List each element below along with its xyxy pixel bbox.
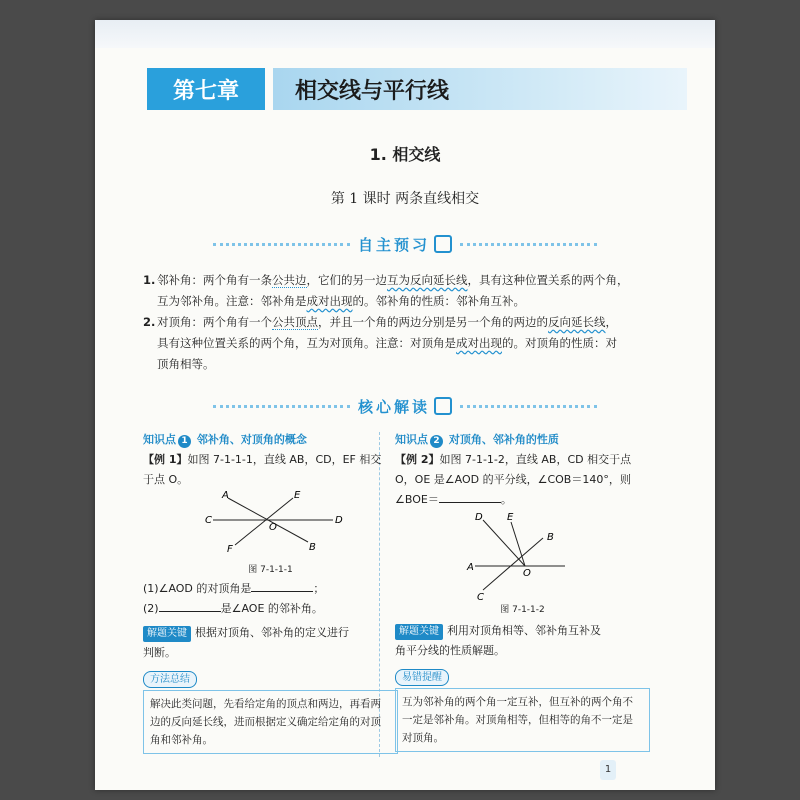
textbook-page xyxy=(95,20,715,790)
key-tag: 解题关键 xyxy=(395,624,443,640)
keyword: 公共顶点 xyxy=(272,315,318,329)
answer-blank[interactable] xyxy=(439,490,501,503)
text: 邻补角：两个角有一条 xyxy=(157,273,272,287)
example-2 xyxy=(395,450,650,510)
text: 角平分线的性质解题。 xyxy=(395,644,505,657)
method-text: 解决此类问题，先看给定角的顶点和两边，再看两边的反向延长线，进而根据定义确定给定角的对顶角和邻补角。 xyxy=(143,690,398,754)
warn-text: 互为邻补角的两个角一定互补，但互补的两个角不一定是邻补角。对顶角相等，但相等的角不一定是对顶角。 xyxy=(395,688,650,752)
label-O: O xyxy=(523,568,531,579)
text: 的。对顶角的性质：对 xyxy=(502,336,617,350)
label-O: O xyxy=(269,522,277,533)
text: (2) xyxy=(143,602,159,615)
kp-title: 对顶角、邻补角的性质 xyxy=(448,433,559,446)
preview-item-1 xyxy=(143,270,683,312)
text: 判断。 xyxy=(143,646,176,659)
mouse-icon xyxy=(434,235,452,253)
book-icon xyxy=(434,397,452,415)
lesson-title: 第 1 课时 两条直线相交 xyxy=(330,191,480,207)
label-F: F xyxy=(227,544,233,555)
label-B: B xyxy=(547,532,554,543)
text: 具有这种位置关系的两个角，互为对顶角。注意：对顶角是 xyxy=(157,336,456,350)
keyword: 互为反向延长线 xyxy=(387,273,468,287)
keyword: 成对出现 xyxy=(306,294,353,308)
key-point xyxy=(395,621,650,661)
item-number: 1. xyxy=(143,273,156,287)
kp-prefix: 知识点 xyxy=(395,433,428,446)
chapter-title: 相交线与平行线 xyxy=(273,68,687,110)
kp-title: 邻补角、对顶角的概念 xyxy=(196,433,307,446)
chapter-header xyxy=(147,68,687,110)
example-tag: 【例 1】 xyxy=(143,453,188,466)
text: ，它们的另一边 xyxy=(306,273,387,287)
keyword: 公共边 xyxy=(272,273,307,287)
banner-dots-left xyxy=(213,243,350,246)
text: ； xyxy=(313,582,325,595)
label-E: E xyxy=(507,512,514,523)
preview-banner xyxy=(205,232,605,256)
figure-svg xyxy=(395,510,650,602)
page-number: 1 xyxy=(600,760,616,780)
figure-caption: 图 7-1-1-1 xyxy=(248,565,293,575)
label-D: D xyxy=(475,512,483,523)
label-D: D xyxy=(335,515,343,526)
text: 互为邻补角。注意：邻补角是 xyxy=(157,294,307,308)
text: ，具有这种位置关系的两个角， xyxy=(467,273,629,287)
text: 如图 7-1-1-2，直线 AB，CD 相交于点 xyxy=(439,453,632,466)
banner-dots-right xyxy=(460,243,597,246)
example-tag: 【例 2】 xyxy=(395,453,440,466)
banner-dots-right xyxy=(460,405,597,408)
chapter-number: 第七章 xyxy=(147,68,265,110)
banner-dots-left xyxy=(213,405,350,408)
text: 于点 O。 xyxy=(143,473,189,486)
preview-banner-label: 自主预习 xyxy=(358,235,431,254)
section-title: 1. 相交线 xyxy=(369,145,441,164)
core-banner xyxy=(205,394,605,418)
question-2 xyxy=(143,599,398,619)
kp-prefix: 知识点 xyxy=(143,433,176,446)
text: (1)∠AOD 的对顶角是 xyxy=(143,582,252,595)
label-E: E xyxy=(294,490,301,501)
label-C: C xyxy=(205,515,212,526)
label-B: B xyxy=(309,542,316,553)
answer-blank[interactable] xyxy=(159,599,221,612)
text: ，并且一个角的两边分别是另一个角的两边的 xyxy=(318,315,548,329)
figure-caption: 图 7-1-1-2 xyxy=(500,605,545,615)
kp-number: 1 xyxy=(178,435,191,448)
key-tag: 解题关键 xyxy=(143,626,191,642)
header-band xyxy=(95,20,715,48)
kp-number: 2 xyxy=(430,435,443,448)
error-reminder xyxy=(395,665,650,752)
left-column xyxy=(143,430,398,754)
right-column xyxy=(395,430,650,752)
figure-7-1-1-1 xyxy=(143,490,398,562)
preview-item-2 xyxy=(143,312,683,375)
keyword: 成对出现 xyxy=(456,336,502,350)
text: 对顶角：两个角有一个 xyxy=(157,315,272,329)
text: ， xyxy=(605,315,617,329)
key-point xyxy=(143,623,398,663)
text: 顶角相等。 xyxy=(157,357,215,371)
figure-svg xyxy=(143,490,398,562)
item-number: 2. xyxy=(143,315,156,329)
method-tag: 方法总结 xyxy=(143,671,197,688)
text: 利用对顶角相等、邻补角互补及 xyxy=(447,624,601,637)
text: 如图 7-1-1-1，直线 AB，CD，EF 相交 xyxy=(187,453,382,466)
label-A: A xyxy=(467,562,474,573)
core-banner-label: 核心解读 xyxy=(358,397,431,416)
method-summary xyxy=(143,667,398,754)
knowledge-point-1 xyxy=(143,430,398,450)
text: ∠BOE＝ xyxy=(395,493,439,506)
keyword: 反向延长线 xyxy=(548,315,606,329)
question-1 xyxy=(143,579,398,599)
knowledge-point-2 xyxy=(395,430,650,450)
answer-blank[interactable] xyxy=(251,579,313,592)
text: 根据对顶角、邻补角的定义进行 xyxy=(195,626,349,639)
text: O，OE 是∠AOD 的平分线，∠COB＝140°，则 xyxy=(395,473,631,486)
figure-7-1-1-2 xyxy=(395,510,650,602)
text: 是∠AOE 的邻补角。 xyxy=(220,602,323,615)
label-A: A xyxy=(222,490,229,501)
example-1 xyxy=(143,450,398,490)
warn-tag: 易错提醒 xyxy=(395,669,449,686)
label-C: C xyxy=(477,592,484,602)
text: 。 xyxy=(500,493,512,506)
text: 的。邻补角的性质：邻补角互补。 xyxy=(352,294,525,308)
